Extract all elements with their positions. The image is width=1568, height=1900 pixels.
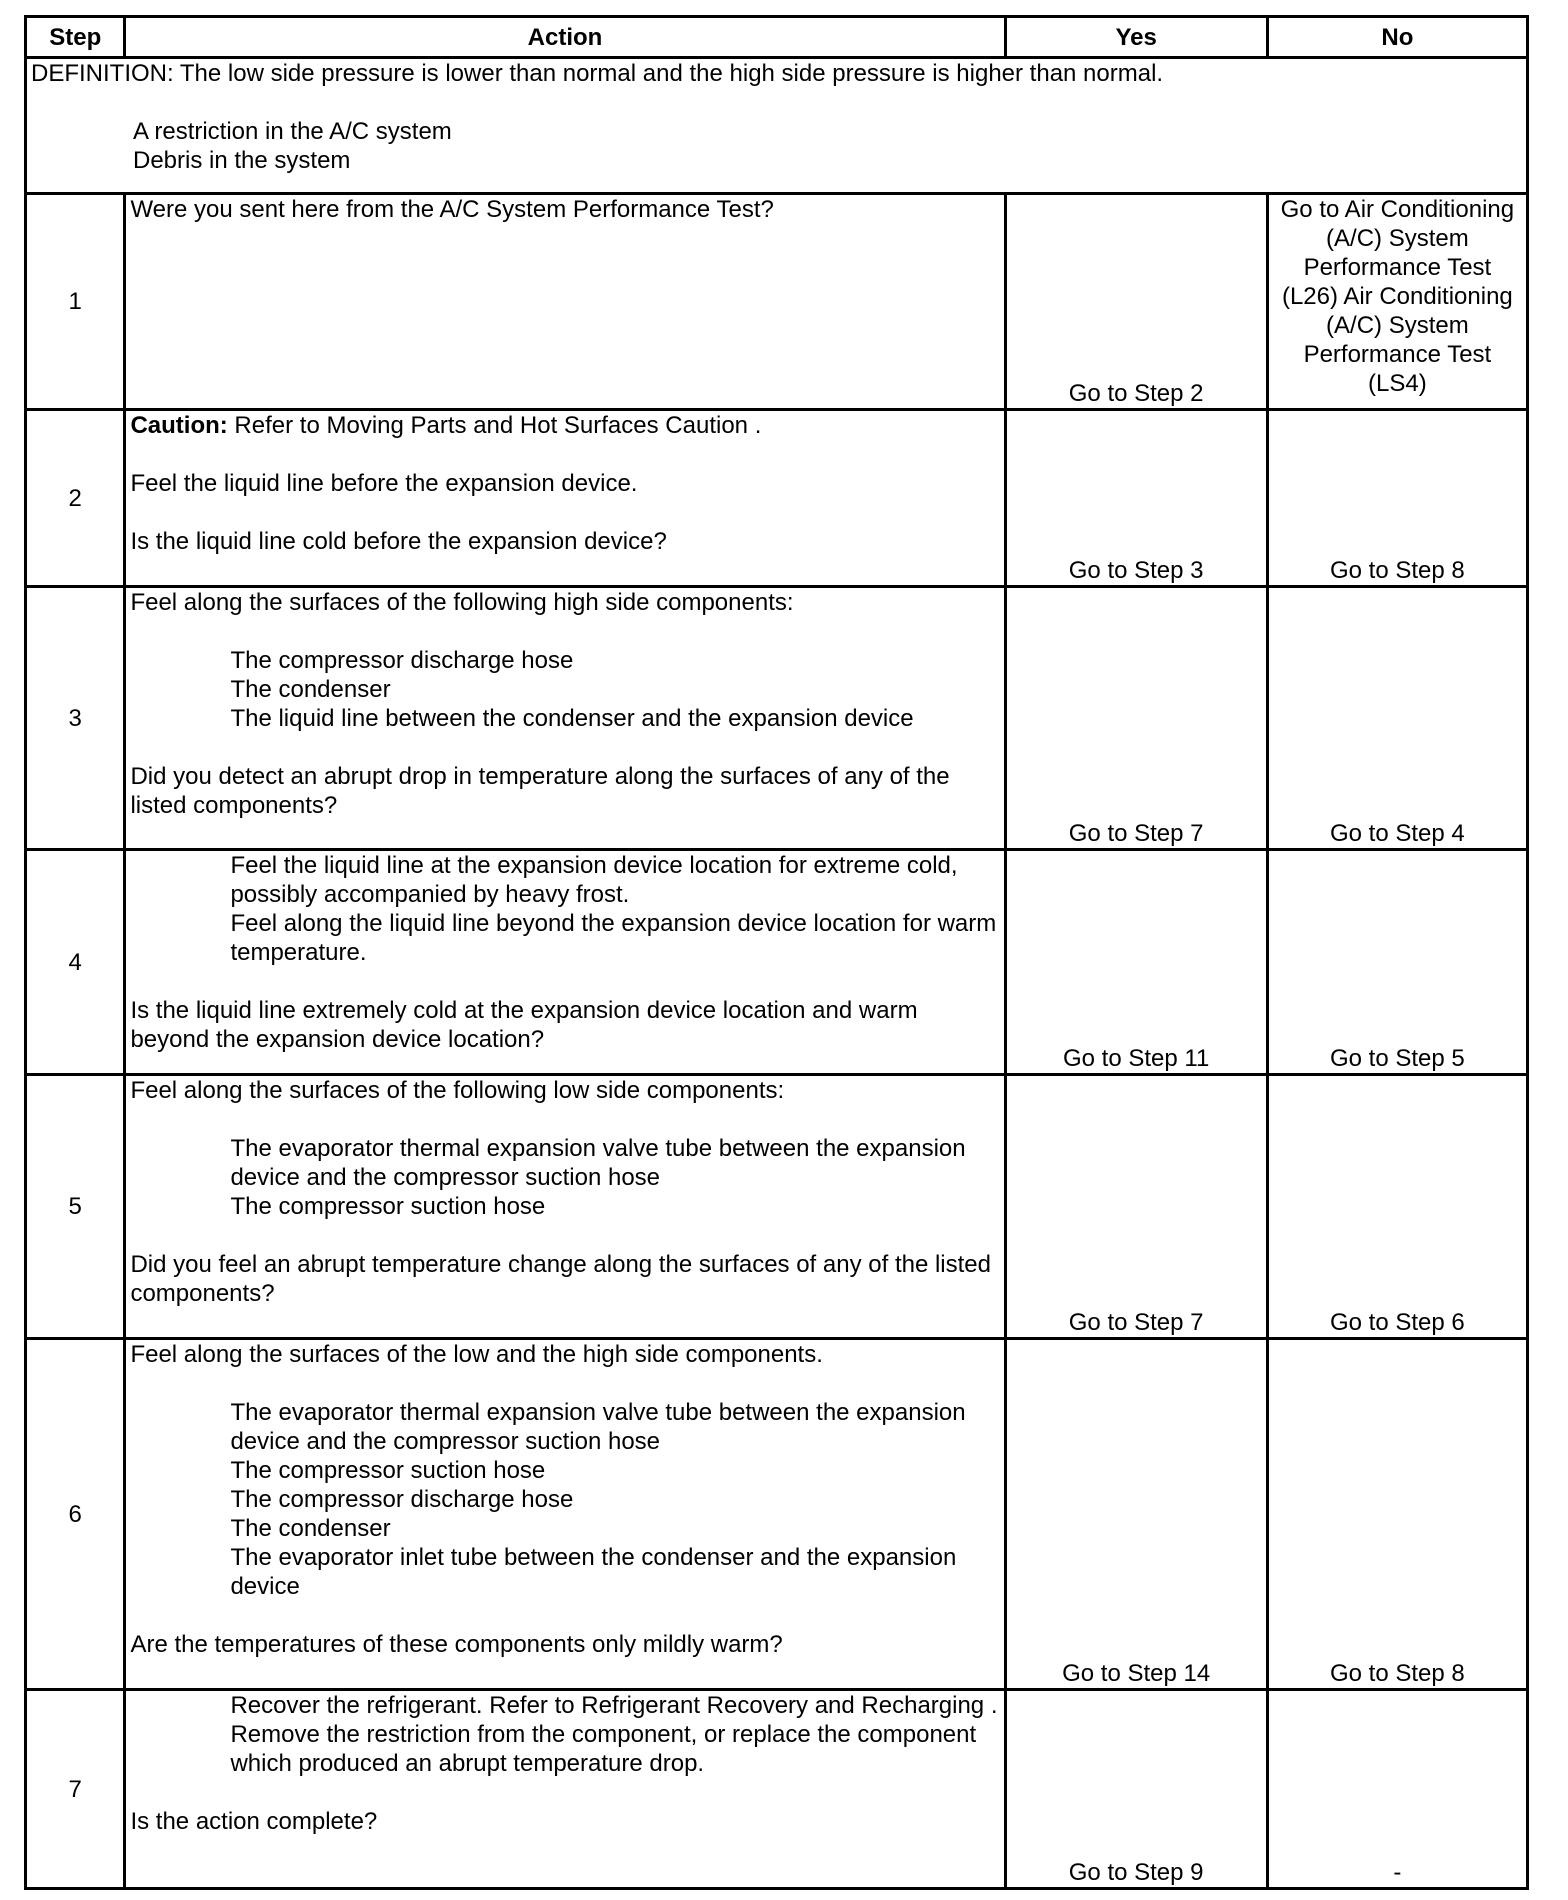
action-cell bbox=[125, 587, 1005, 850]
action-cell bbox=[125, 194, 1005, 410]
cause-item: A restriction in the A/C system bbox=[133, 118, 452, 145]
yes-link[interactable]: Go to Step 7 bbox=[1005, 1075, 1267, 1339]
list-item: The liquid line between the condenser and the expansion device bbox=[230, 705, 914, 732]
step-number: 3 bbox=[26, 587, 125, 850]
action-cell bbox=[125, 1075, 1005, 1339]
yes-link[interactable]: Go to Step 14 bbox=[1005, 1339, 1267, 1690]
no-link[interactable]: Go to Step 8 bbox=[1267, 410, 1527, 587]
no-link[interactable]: Go to Step 5 bbox=[1267, 850, 1527, 1075]
list-item: The condenser bbox=[230, 676, 391, 703]
yes-link[interactable]: Go to Step 3 bbox=[1005, 410, 1267, 587]
diagnostic-table bbox=[24, 15, 1529, 1890]
list-item: The compressor suction hose bbox=[230, 1193, 546, 1220]
table-row bbox=[26, 1690, 1528, 1889]
step-number: 5 bbox=[26, 1075, 125, 1339]
caution-text: Refer to Moving Parts and Hot Surfaces Caution . bbox=[227, 412, 762, 439]
action-cell bbox=[125, 410, 1005, 587]
header-row bbox=[26, 17, 1528, 58]
component-list bbox=[230, 1398, 999, 1601]
action-cell bbox=[125, 1690, 1005, 1889]
question: Is the liquid line extremely cold at the expansion device location and warm beyond the expansion device location? bbox=[130, 997, 918, 1053]
step-number: 7 bbox=[26, 1690, 125, 1889]
list-item: The evaporator thermal expansion valve tube between the expansion device and the compressor suction hose bbox=[230, 1399, 966, 1455]
no-link[interactable]: Go to Step 8 bbox=[1267, 1339, 1527, 1690]
list-item: The compressor suction hose bbox=[230, 1457, 546, 1484]
header-no: No bbox=[1267, 17, 1527, 58]
instruction-list bbox=[230, 851, 999, 967]
step-number: 1 bbox=[26, 194, 125, 410]
table-row bbox=[26, 194, 1528, 410]
component-list bbox=[230, 646, 999, 733]
list-item: The evaporator thermal expansion valve tube between the expansion device and the compressor suction hose bbox=[230, 1135, 966, 1191]
question: Were you sent here from the A/C System Performance Test? bbox=[130, 196, 774, 223]
no-link[interactable]: Go to Air Conditioning (A/C) System Performance Test (L26) Air Conditioning (A/C) System Performance Test (LS4) bbox=[1267, 194, 1527, 410]
definition-row bbox=[26, 58, 1528, 194]
step-number: 4 bbox=[26, 850, 125, 1075]
table-row bbox=[26, 1075, 1528, 1339]
list-item: The condenser bbox=[230, 1515, 391, 1542]
definition-cell bbox=[26, 58, 1528, 194]
question: Did you feel an abrupt temperature change along the surfaces of any of the listed components? bbox=[130, 1251, 991, 1307]
list-item: The compressor discharge hose bbox=[230, 1486, 574, 1513]
yes-link[interactable]: Go to Step 9 bbox=[1005, 1690, 1267, 1889]
yes-link[interactable]: Go to Step 7 bbox=[1005, 587, 1267, 850]
header-action: Action bbox=[125, 17, 1005, 58]
instruction: Feel the liquid line before the expansion device. bbox=[130, 470, 638, 497]
caution-line bbox=[130, 411, 999, 440]
component-list bbox=[230, 1134, 999, 1221]
step-number: 2 bbox=[26, 410, 125, 587]
instruction-list bbox=[230, 1691, 999, 1778]
no-link[interactable]: Go to Step 4 bbox=[1267, 587, 1527, 850]
question: Is the liquid line cold before the expansion device? bbox=[130, 528, 667, 555]
question: Did you detect an abrupt drop in temperature along the surfaces of any of the listed components? bbox=[130, 763, 950, 819]
definition-text: DEFINITION: The low side pressure is lower than normal and the high side pressure is higher than normal. bbox=[31, 60, 1164, 87]
list-item: Feel the liquid line at the expansion device location for extreme cold, possibly accompanied by heavy frost. bbox=[230, 852, 958, 908]
question: Is the action complete? bbox=[130, 1808, 378, 1835]
header-yes: Yes bbox=[1005, 17, 1267, 58]
caution-label: Caution: bbox=[130, 412, 228, 439]
list-item: The evaporator inlet tube between the condenser and the expansion device bbox=[230, 1544, 957, 1600]
action-cell bbox=[125, 1339, 1005, 1690]
cause-item: Debris in the system bbox=[133, 147, 351, 174]
table-row bbox=[26, 1339, 1528, 1690]
action-cell bbox=[125, 850, 1005, 1075]
intro: Feel along the surfaces of the low and the high side components. bbox=[130, 1341, 823, 1368]
list-item: Feel along the liquid line beyond the expansion device location for warm temperature. bbox=[230, 910, 997, 966]
yes-link[interactable]: Go to Step 2 bbox=[1005, 194, 1267, 410]
table-row bbox=[26, 410, 1528, 587]
no-link[interactable]: Go to Step 6 bbox=[1267, 1075, 1527, 1339]
step-number: 6 bbox=[26, 1339, 125, 1690]
question: Are the temperatures of these components only mildly warm? bbox=[130, 1631, 783, 1658]
header-step: Step bbox=[26, 17, 125, 58]
intro: Feel along the surfaces of the following high side components: bbox=[130, 589, 794, 616]
definition-causes bbox=[133, 117, 1522, 175]
table-row bbox=[26, 850, 1528, 1075]
table-row bbox=[26, 587, 1528, 850]
intro: Feel along the surfaces of the following low side components: bbox=[130, 1077, 785, 1104]
yes-link[interactable]: Go to Step 11 bbox=[1005, 850, 1267, 1075]
list-item: The compressor discharge hose bbox=[230, 647, 574, 674]
no-value: - bbox=[1267, 1690, 1527, 1889]
list-item: Remove the restriction from the component, or replace the component which produced an abrupt temperature drop. bbox=[230, 1721, 977, 1777]
list-item: Recover the refrigerant. Refer to Refrigerant Recovery and Recharging . bbox=[230, 1692, 998, 1719]
